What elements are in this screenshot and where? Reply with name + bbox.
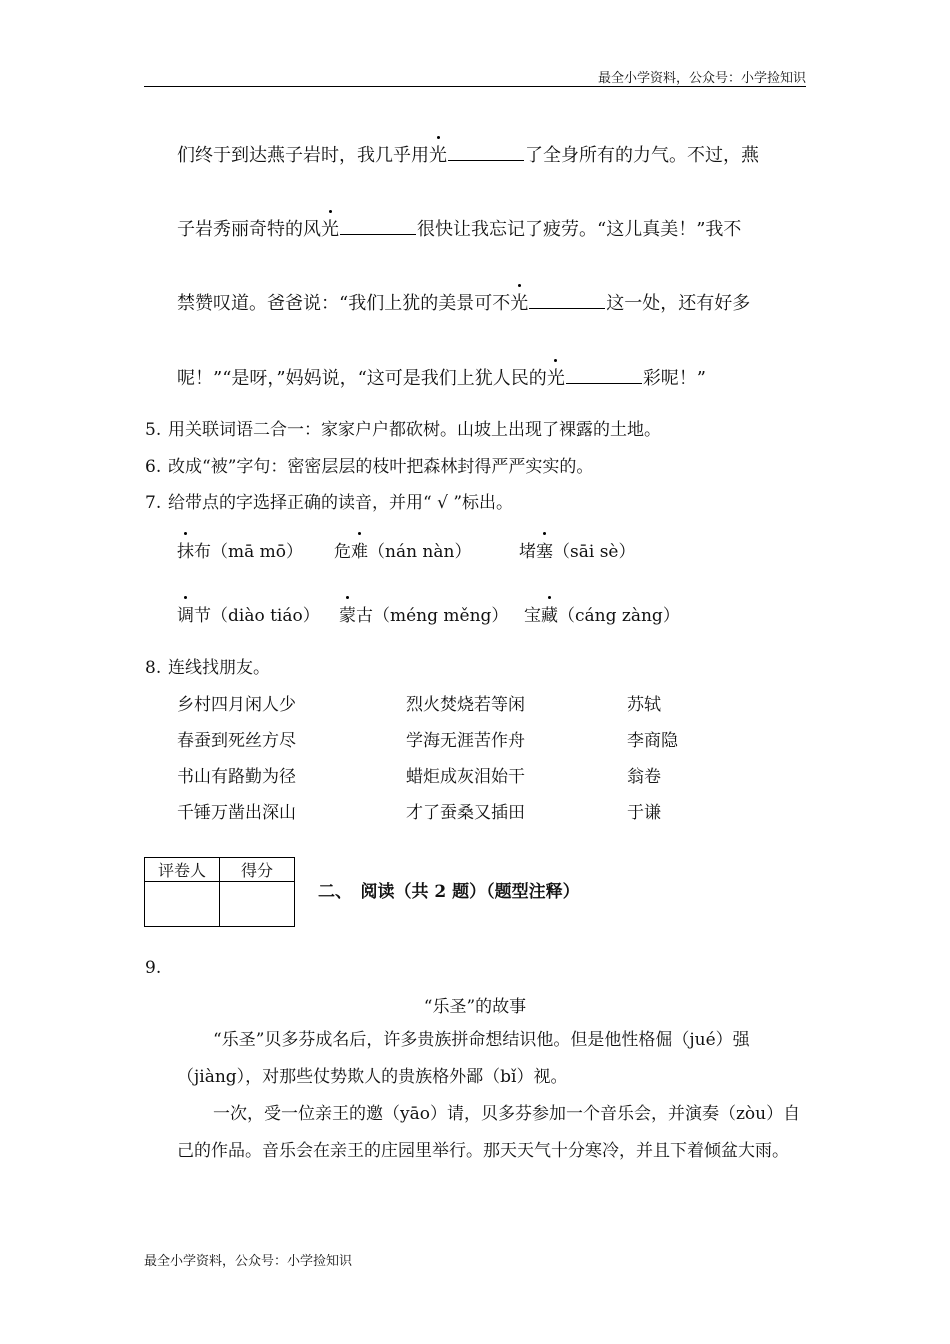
option-text: 危 [334, 542, 351, 562]
story-paragraph-2: 一次，受一位亲王的邀（yāo）请，贝多芬参加一个音乐会，并演奏（zòu）自己的作品。音乐会在亲王的庄园里举行。那天天气十分寒冷，并且下着倾盆大雨。 [177, 1104, 801, 1161]
option-text: （nán nàn） [368, 542, 472, 562]
match-left-item[interactable]: 乡村四月闲人少 [177, 695, 296, 715]
answer-blank[interactable] [340, 220, 416, 235]
pinyin-option[interactable] [177, 537, 303, 562]
story-title: “乐圣”的故事 [423, 997, 527, 1017]
option-text: （sāi sè） [553, 542, 636, 562]
page-footer: 最全小学资料，公众号：小学捡知识 [144, 1254, 353, 1269]
question-text: 连线找朋友。 [168, 658, 270, 678]
match-middle-item[interactable]: 蜡炬成灰泪始干 [406, 767, 525, 787]
question-number: 7. [145, 493, 162, 513]
text-segment: 了全身所有的力气。不过，燕 [525, 145, 759, 166]
question-5 [145, 415, 661, 440]
option-text: （cáng zàng） [558, 606, 680, 626]
text-segment: 这一处，还有好多 [606, 293, 751, 314]
pinyin-option[interactable] [177, 601, 320, 626]
option-text: 节（diào tiáo） [194, 606, 320, 626]
match-left-item[interactable]: 书山有路勤为径 [177, 767, 296, 787]
question-number: 6. [145, 457, 162, 477]
dotted-char: 光 [510, 289, 528, 315]
score-header: 得分 [220, 858, 295, 882]
score-table [144, 857, 295, 927]
match-middle-item[interactable]: 才了蚕桑又插田 [406, 803, 525, 823]
passage-line-2 [177, 215, 741, 241]
text-segment: 彩呢！” [642, 368, 707, 389]
match-middle-item[interactable]: 烈火焚烧若等闲 [406, 695, 525, 715]
text-segment: 禁赞叹道。爸爸说：“我们上犹的美景可不 [177, 293, 511, 314]
reviewer-cell[interactable] [145, 882, 220, 927]
match-author-item[interactable]: 翁卷 [627, 767, 661, 787]
dotted-char: 难 [351, 537, 368, 562]
pinyin-option[interactable] [334, 537, 471, 562]
dotted-char: 光 [429, 141, 447, 167]
text-segment: 很快让我忘记了疲劳。“这儿真美！”我不 [417, 219, 742, 240]
dotted-char: 光 [547, 364, 565, 390]
text-segment: 们终于到达燕子岩时，我几乎用 [177, 145, 429, 166]
answer-blank[interactable] [566, 369, 642, 384]
question-6 [145, 452, 593, 477]
option-text: 堵 [519, 542, 536, 562]
option-text: 宝 [524, 606, 541, 626]
question-text: 用关联词语二合一：家家户户都砍树。山坡上出现了裸露的土地。 [168, 420, 661, 440]
text-segment: 子岩秀丽奇特的风 [177, 219, 321, 240]
pinyin-option[interactable] [524, 601, 680, 626]
match-author-item[interactable]: 于谦 [627, 803, 661, 823]
match-left-item[interactable]: 春蚕到死丝方尽 [177, 731, 296, 751]
question-8 [145, 653, 270, 678]
answer-blank[interactable] [448, 146, 524, 161]
dotted-char: 调 [177, 601, 194, 626]
score-cell[interactable] [220, 882, 295, 927]
match-left-item[interactable]: 千锤万凿出深山 [177, 803, 296, 823]
dotted-char: 光 [321, 215, 339, 241]
dotted-char: 塞 [536, 537, 553, 562]
question-number: 8. [145, 658, 162, 678]
question-text: 改成“被”字句：密密层层的枝叶把森林封得严严实实的。 [168, 457, 594, 477]
pinyin-option[interactable] [519, 537, 636, 562]
passage-line-1 [177, 141, 759, 167]
option-text: 布（mā mō） [194, 542, 304, 562]
question-9-number: 9. [145, 958, 162, 978]
header-divider [144, 86, 806, 87]
dotted-char: 抹 [177, 537, 194, 562]
question-text: 给带点的字选择正确的读音，并用“ √ ”标出。 [168, 493, 514, 513]
passage-line-4 [177, 364, 706, 390]
match-middle-item[interactable]: 学海无涯苦作舟 [406, 731, 525, 751]
match-author-item[interactable]: 苏轼 [627, 695, 661, 715]
match-author-item[interactable]: 李商隐 [627, 731, 678, 751]
answer-blank[interactable] [529, 294, 605, 309]
section-heading: 二、 阅读（共 2 题）（题型注释） [318, 882, 580, 902]
page-header: 最全小学资料，公众号：小学捡知识 [597, 71, 806, 86]
dotted-char: 藏 [541, 601, 558, 626]
question-number: 5. [145, 420, 162, 440]
story-paragraph-1: “乐圣”贝多芬成名后，许多贵族拼命想结识他。但是他性格倔（jué）强（jiàng），对那些仗势欺人的贵族格外鄙（bǐ）视。 [177, 1030, 750, 1087]
reviewer-header: 评卷人 [145, 858, 220, 882]
option-text: 古（méng měng） [356, 606, 509, 626]
passage-line-3 [177, 289, 750, 315]
pinyin-option[interactable] [339, 601, 508, 626]
question-7 [145, 488, 513, 513]
text-segment: 呢！”“是呀，”妈妈说，“这可是我们上犹人民的 [177, 368, 547, 389]
dotted-char: 蒙 [339, 601, 356, 626]
